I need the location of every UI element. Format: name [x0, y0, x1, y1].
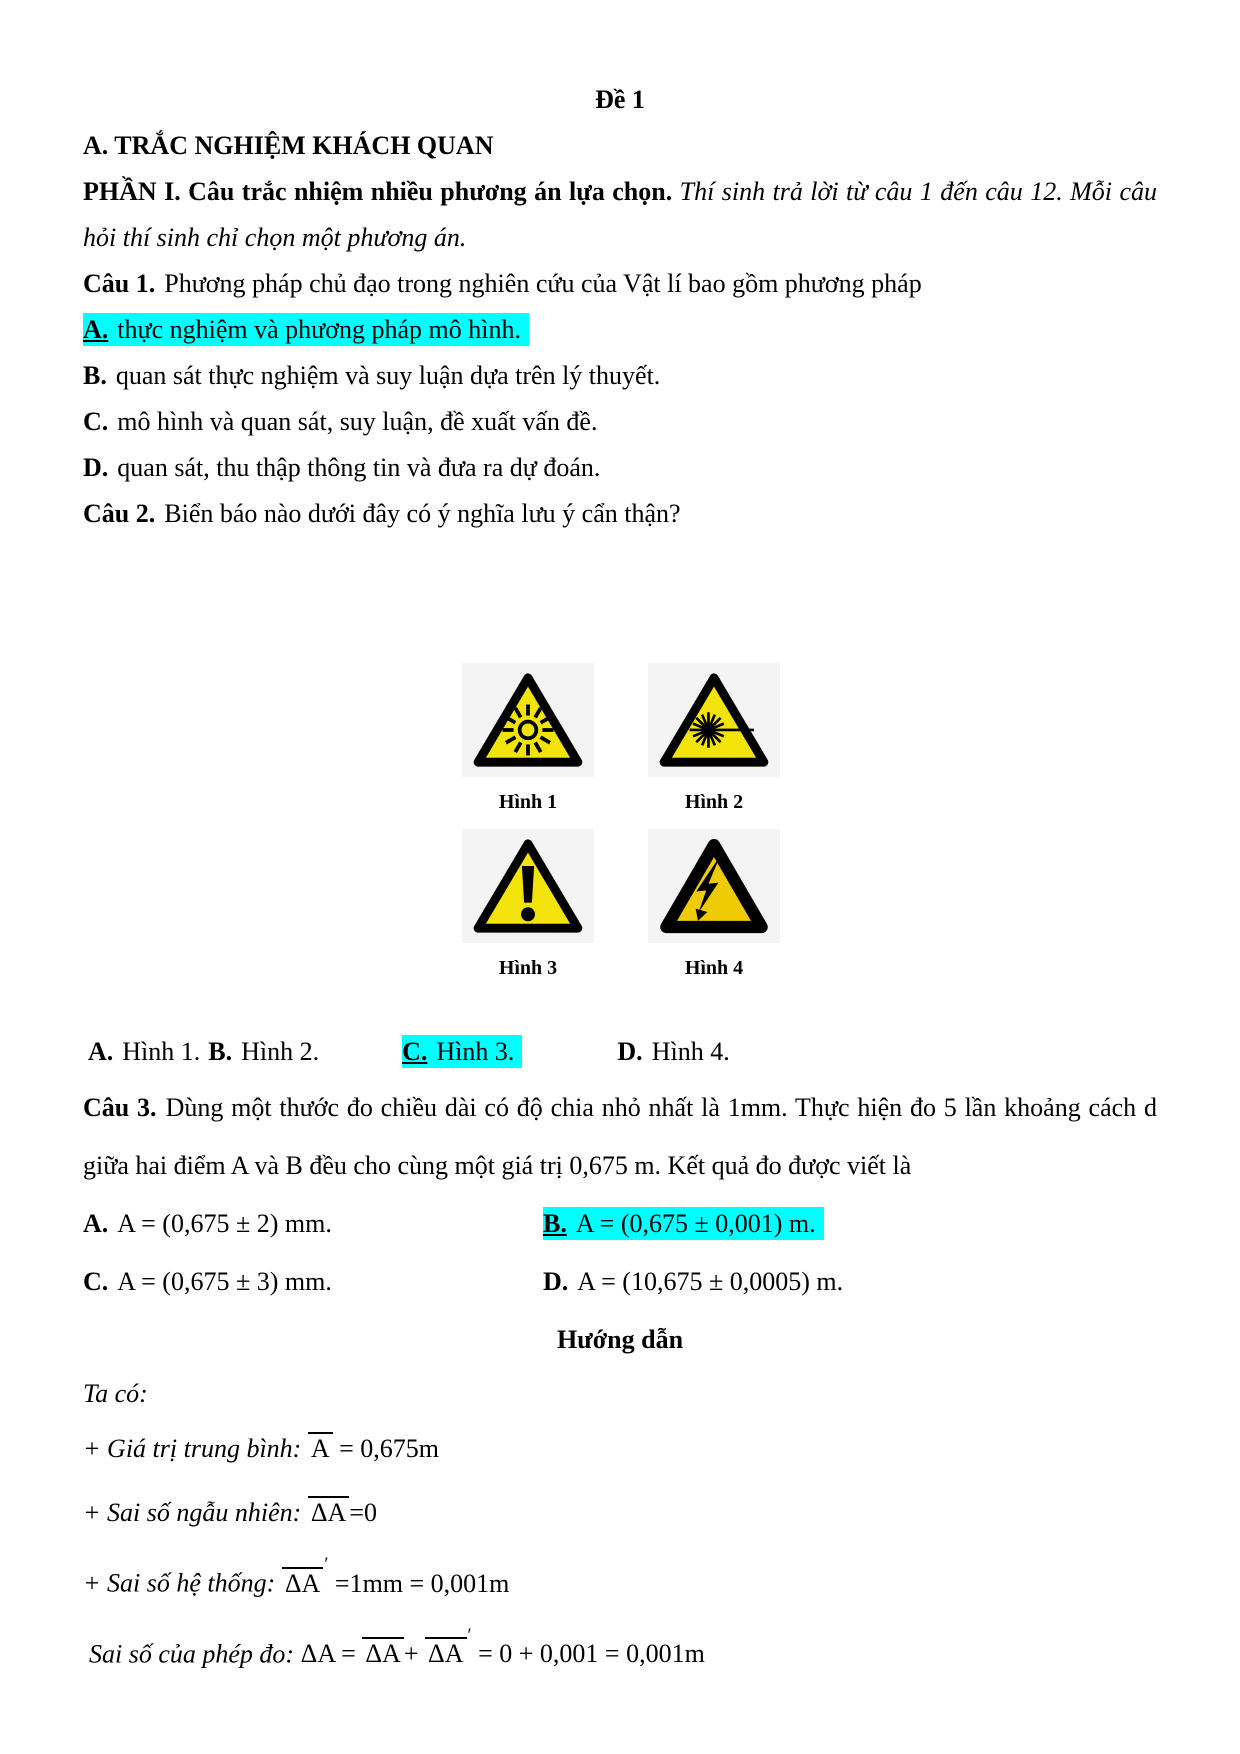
solution-system-rest: =1mm = 0,001m — [328, 1568, 510, 1598]
laser-beam-warning-svg — [655, 669, 773, 771]
q1-option-d — [83, 445, 1157, 491]
q1-option-c — [83, 399, 1157, 445]
q3-option-c-text: A = (0,675 ± 3) mm. — [117, 1267, 332, 1296]
solution-mean-rest: = 0,675m — [332, 1434, 440, 1463]
q3-option-a-text: A = (0,675 ± 2) mm. — [117, 1209, 332, 1238]
q2-option-b-text: Hình 2. — [241, 1037, 320, 1066]
q3-option-d-letter: D. — [543, 1267, 569, 1296]
solution-system-label: + Sai số hệ thống: — [83, 1568, 282, 1598]
q2-answer-row — [83, 1029, 1157, 1075]
q1-option-a — [83, 307, 1157, 353]
solution-total-line — [83, 1616, 1157, 1687]
high-voltage-warning-svg — [655, 835, 773, 937]
figure-hinh-4 — [648, 829, 780, 981]
q1-option-b-text: quan sát thực nghiệm và suy luận dựa trên lý thuyết. — [115, 361, 661, 390]
q1-option-a-highlight — [83, 313, 529, 346]
q2-option-c-text: Hình 3. — [436, 1037, 515, 1066]
q1-option-c-letter: C. — [83, 407, 109, 436]
q2-option-d — [617, 1029, 729, 1075]
solution-random-rest: =0 — [349, 1498, 377, 1527]
q2-option-c-highlight — [402, 1035, 522, 1068]
figure-hinh-3 — [462, 829, 594, 981]
q2-option-c-letter: C. — [402, 1037, 428, 1066]
solution-mean-line — [83, 1417, 1157, 1481]
question-2 — [83, 491, 1157, 537]
question-3-label: Câu 3. — [83, 1093, 157, 1122]
q2-option-b — [208, 1029, 319, 1075]
figure-hinh-1 — [462, 663, 594, 815]
figure-caption-hinh-4: Hình 4 — [684, 957, 744, 979]
general-caution-warning-icon — [462, 829, 594, 943]
q2-option-d-letter: D. — [617, 1037, 643, 1066]
q1-option-d-letter: D. — [83, 453, 109, 482]
q3-option-d — [543, 1253, 1157, 1311]
figure-caption-hinh-2: Hình 2 — [684, 791, 744, 813]
total-overline-symbol-1: ΔA — [362, 1637, 404, 1667]
q2-figure-grid — [462, 663, 782, 981]
part1-intro-italic: Thí sinh trả lời từ câu 1 đến câu 12. Mỗi câu hỏi thí sinh chỉ chọn một phương án. — [83, 177, 1157, 252]
random-overline-symbol: ΔA — [308, 1496, 350, 1526]
solution-total-label: Sai số của phép đo: — [89, 1639, 301, 1669]
solution-intro: Ta có: — [83, 1379, 148, 1408]
q3-option-b-text: A = (0,675 ± 0,001) m. — [575, 1209, 816, 1238]
solution-total-plus: + — [403, 1639, 425, 1669]
optical-radiation-warning-svg — [469, 669, 587, 771]
q3-option-c-letter: C. — [83, 1267, 109, 1296]
q1-option-b — [83, 353, 1157, 399]
q3-options-grid — [83, 1195, 1157, 1311]
optical-radiation-warning-icon — [462, 663, 594, 777]
q3-option-b-highlight — [543, 1207, 824, 1240]
section-a-heading: A. TRẮC NGHIỆM KHÁCH QUAN — [83, 131, 494, 160]
q3-option-a-letter: A. — [83, 1209, 109, 1238]
mean-overline-symbol: A — [308, 1432, 333, 1462]
solution-total-pre: ΔA = — [300, 1639, 363, 1669]
q3-option-b-letter: B. — [543, 1209, 567, 1238]
figure-caption-hinh-1: Hình 1 — [498, 791, 558, 813]
question-1 — [83, 261, 1157, 307]
q3-option-d-text: A = (10,675 ± 0,0005) m. — [577, 1267, 844, 1296]
page-title: Đề 1 — [595, 85, 645, 114]
q2-option-a-letter: A. — [88, 1037, 114, 1066]
q1-option-b-letter: B. — [83, 361, 107, 390]
q1-option-a-letter: A. — [83, 315, 109, 344]
solution-random-label: + Sai số ngẫu nhiên: — [83, 1498, 308, 1527]
question-2-text: Biển báo nào dưới đây có ý nghĩa lưu ý cẩn thận? — [164, 499, 681, 528]
q2-figure-row-1 — [462, 663, 782, 815]
q1-option-a-text: thực nghiệm và phương pháp mô hình. — [117, 315, 521, 344]
solution-heading: Hướng dẫn — [556, 1325, 684, 1354]
q1-option-d-text: quan sát, thu thập thông tin và đưa ra dự đoán. — [117, 453, 601, 482]
system-overline-symbol: ΔA — [282, 1567, 324, 1597]
total-prime-mark: ′ — [467, 1625, 472, 1647]
question-1-label: Câu 1. — [83, 269, 156, 298]
question-3-text: Dùng một thước đo chiều dài có độ chia nhỏ nhất là 1mm. Thực hiện đo 5 lần khoảng cách d giữa hai điểm A và B đều cho cùng một giá trị 0,675 m. Kết quả đo được viết là — [83, 1093, 1157, 1180]
solution-random-line — [83, 1481, 1157, 1545]
q2-figure-row-2 — [462, 829, 782, 981]
solution-total-rest: = 0 + 0,001 = 0,001m — [471, 1639, 705, 1669]
q2-option-b-letter: B. — [208, 1037, 233, 1066]
figure-caption-hinh-3: Hình 3 — [498, 957, 558, 979]
part1-intro-bold: PHẦN I. Câu trắc nhiệm nhiều phương án lựa chọn. — [83, 177, 673, 206]
q1-option-c-text: mô hình và quan sát, suy luận, đề xuất vấn đề. — [117, 407, 598, 436]
system-prime-mark: ′ — [324, 1554, 329, 1576]
figure-hinh-2 — [648, 663, 780, 815]
q3-option-c — [83, 1253, 543, 1311]
question-1-text: Phương pháp chủ đạo trong nghiên cứu của Vật lí bao gồm phương pháp — [164, 269, 922, 298]
q2-option-d-text: Hình 4. — [651, 1037, 730, 1066]
laser-beam-warning-icon — [648, 663, 780, 777]
q3-option-b — [543, 1195, 1157, 1253]
q2-option-c — [402, 1029, 522, 1075]
q2-option-a-text: Hình 1. — [122, 1037, 201, 1066]
general-caution-warning-svg — [469, 835, 587, 937]
q2-option-a — [88, 1029, 200, 1075]
question-3 — [83, 1079, 1157, 1195]
high-voltage-warning-icon — [648, 829, 780, 943]
part1-intro — [83, 169, 1157, 261]
solution-mean-label: + Giá trị trung bình: — [83, 1434, 308, 1463]
total-overline-symbol-2: ΔA — [425, 1637, 467, 1667]
q3-option-a — [83, 1195, 543, 1253]
question-2-label: Câu 2. — [83, 499, 156, 528]
solution-system-line — [83, 1545, 1157, 1616]
